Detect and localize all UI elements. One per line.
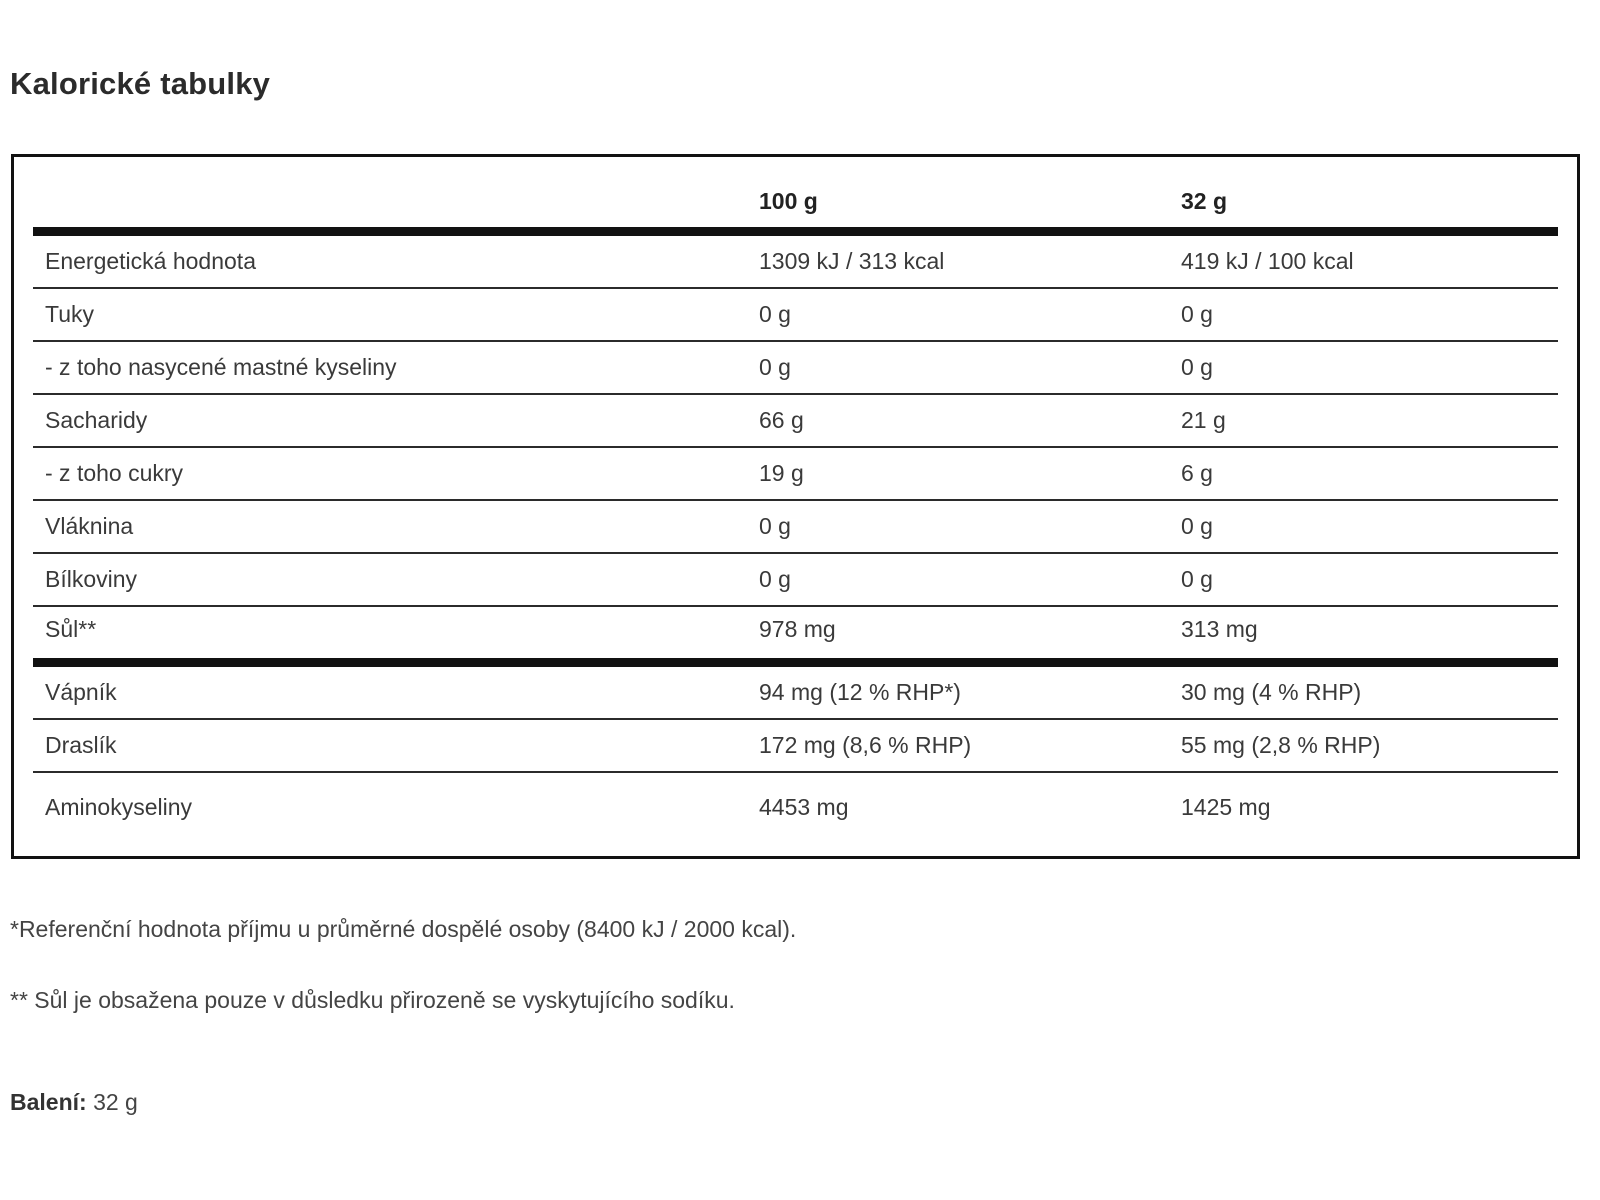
table-row-salt	[33, 607, 1558, 667]
package-info	[10, 1089, 138, 1116]
row-value-32g: 313 mg	[1181, 616, 1258, 642]
row-label: Sacharidy	[45, 407, 148, 433]
row-label: Aminokyseliny	[45, 793, 192, 820]
row-value-32g: 0 g	[1181, 566, 1213, 592]
header-cell-32g: 32 g	[1181, 188, 1228, 214]
row-value-32g: 0 g	[1181, 301, 1213, 327]
row-value-100g: 0 g	[759, 566, 791, 592]
row-label: Sůl**	[45, 616, 97, 642]
row-label: Tuky	[45, 301, 94, 327]
row-label: Vláknina	[45, 513, 134, 539]
table-row-protein	[33, 554, 1558, 607]
row-label: Draslík	[45, 732, 117, 758]
page-title: Kalorické tabulky	[10, 66, 271, 101]
row-value-32g: 419 kJ / 100 kcal	[1181, 248, 1354, 274]
table-row-carbohydrates	[33, 395, 1558, 448]
row-value-100g: 0 g	[759, 301, 791, 327]
row-value-32g: 55 mg (2,8 % RHP)	[1181, 732, 1381, 758]
row-value-100g: 0 g	[759, 354, 791, 380]
row-value-32g: 0 g	[1181, 513, 1213, 539]
reference-intake-note: *Referenční hodnota příjmu u průměrné dospělé osoby (8400 kJ / 2000 kcal).	[10, 916, 797, 942]
table-row-calcium	[33, 667, 1558, 720]
row-value-32g: 30 mg (4 % RHP)	[1181, 679, 1362, 705]
row-value-100g: 978 mg	[759, 616, 836, 642]
table-header-row	[33, 157, 1558, 236]
package-value: 32 g	[93, 1089, 138, 1115]
package-label: Balení:	[10, 1089, 87, 1115]
row-label: Energetická hodnota	[45, 248, 256, 274]
table-row-fat	[33, 289, 1558, 342]
row-value-100g: 172 mg (8,6 % RHP)	[759, 732, 972, 758]
salt-note: ** Sůl je obsažena pouze v důsledku přirozeně se vyskytujícího sodíku.	[10, 987, 735, 1013]
row-label: - z toho nasycené mastné kyseliny	[45, 354, 397, 380]
row-value-100g: 66 g	[759, 407, 804, 433]
row-value-100g: 19 g	[759, 460, 804, 486]
table-row-amino-acids	[33, 773, 1558, 841]
row-value-32g: 6 g	[1181, 460, 1213, 486]
table-row-saturated-fat	[33, 342, 1558, 395]
row-value-100g: 4453 mg	[759, 793, 849, 820]
row-label: Bílkoviny	[45, 566, 138, 592]
nutrition-table	[11, 154, 1580, 859]
table-row-sugars	[33, 448, 1558, 501]
row-label: - z toho cukry	[45, 460, 184, 486]
row-value-100g: 0 g	[759, 513, 791, 539]
row-value-100g: 94 mg (12 % RHP*)	[759, 679, 961, 705]
table-row-energy	[33, 236, 1558, 289]
header-cell-100g: 100 g	[759, 188, 818, 214]
row-label: Vápník	[45, 679, 117, 705]
table-row-fiber	[33, 501, 1558, 554]
row-value-100g: 1309 kJ / 313 kcal	[759, 248, 945, 274]
row-value-32g: 0 g	[1181, 354, 1213, 380]
row-value-32g: 21 g	[1181, 407, 1226, 433]
row-value-32g: 1425 mg	[1181, 793, 1271, 820]
table-row-potassium	[33, 720, 1558, 773]
